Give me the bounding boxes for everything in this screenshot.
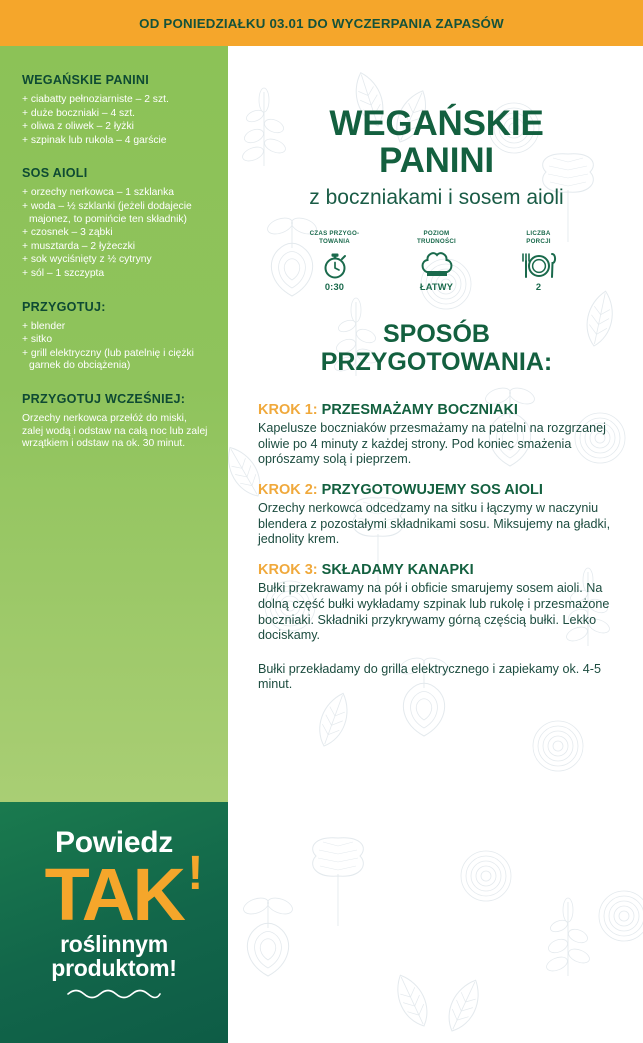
- list-item: + duże boczniaki – 4 szt.: [22, 107, 136, 119]
- howto-line2: PRZYGOTOWANIA:: [320, 347, 553, 376]
- list-item: + ciabatty pełnoziarniste – 2 szt.: [22, 94, 169, 105]
- step-head: [258, 562, 621, 579]
- ingredient-list-panini: [22, 94, 208, 147]
- chef-hat-icon: [399, 248, 475, 282]
- recipe-content: [228, 106, 643, 693]
- badge-caption: [501, 230, 577, 246]
- badge-caption-line1: CZAS PRZYGO-: [309, 229, 360, 237]
- list-item: + woda – ½ szklanki (jeżeli dodajecie majonez, to pomińcie ten składnik): [22, 200, 192, 225]
- banner-date: 03.01: [269, 15, 304, 31]
- step-body: Orzechy nerkowca odcedzamy na sitku i łączymy w naczyniu blendera z pozostałymi składnikami sosu. Miksujemy na gładki, jednolity krem.: [258, 501, 611, 547]
- step-body: Kapelusze boczniaków przesmażamy na patelni na rozgrzanej oliwie po 4 minuty z każdej strony. Pod koniec smażenia oprószamy solą i pieprzem.: [258, 421, 606, 467]
- steps-list: [244, 402, 629, 644]
- step-title: PRZESMAŻAMY BOCZNIAKI: [321, 401, 518, 418]
- badge-caption-line2: TRUDNOŚCI: [416, 237, 456, 245]
- step-title: SKŁADAMY KANAPKI: [321, 561, 474, 578]
- promo-tak-word: TAK: [44, 853, 184, 936]
- prepare-ahead-text: Orzechy nerkowca przełóż do miski, zalej wodą i odstaw na całą noc lub zalej wrzątkiem i odstaw na ok. 30 minut.: [22, 412, 208, 450]
- list-item: + orzechy nerkowca – 1 szklanka: [22, 187, 174, 199]
- banner-prefix: OD PONIEDZIAŁKU: [139, 15, 270, 31]
- banner-text: [139, 16, 504, 31]
- banner-suffix: DO WYCZERPANIA ZAPASÓW: [303, 15, 504, 31]
- list-item: + sitko: [22, 334, 53, 346]
- badge-servings: [501, 230, 577, 292]
- promo-exclamation: !: [187, 847, 204, 900]
- list-item: + szpinak lub rukola – 4 garście: [22, 134, 167, 146]
- plate-cutlery-icon: [501, 248, 577, 282]
- step-body: Bułki przekrawamy na pół i obficie smarujemy sosem aioli. Na dolną część bułki wykładamy szpinak lub rukolę i przesmażone boczniaki. Składniki przykrywamy górną częścią bułki. Lekko dociskamy.: [258, 581, 610, 643]
- step-title: PRZYGOTOWUJEMY SOS AIOLI: [321, 481, 543, 498]
- list-item: + czosnek – 3 ząbki: [22, 227, 113, 239]
- step-3: [258, 562, 621, 644]
- closing-instruction: Bułki przekładamy do grilla elektrycznego i zapiekamy ok. 4-5 minut.: [258, 661, 601, 692]
- squiggle-decoration: [0, 987, 228, 1005]
- badge-caption-line2: TOWANIA: [319, 237, 350, 245]
- howto-line1: SPOSÓB: [383, 319, 490, 348]
- badge-prep-time: [297, 230, 373, 292]
- step-head: [258, 482, 621, 499]
- ingredient-list-aioli: [22, 187, 208, 280]
- promo-line3: roślinnym produktom!: [51, 930, 177, 981]
- sidebar-heading-prepare-ahead: PRZYGOTUJ WCZEŚNIEJ:: [22, 391, 186, 406]
- page-subtitle: z boczniakami i sosem aioli: [309, 185, 564, 209]
- step-number: KROK 1:: [258, 401, 318, 418]
- stopwatch-icon: [297, 248, 373, 282]
- badge-value: 2: [535, 281, 542, 292]
- recipe-main-panel: [228, 46, 643, 1043]
- list-item: + oliwa z oliwek – 2 łyżki: [22, 121, 134, 133]
- sidebar-heading-panini: WEGAŃSKIE PANINI: [22, 73, 149, 87]
- badge-caption-line1: LICZBA: [526, 229, 551, 237]
- badge-caption: [297, 230, 373, 246]
- promo-line1: Powiedz: [55, 826, 173, 859]
- plant-based-promo-block: [0, 802, 228, 1043]
- title-line1: WEGAŃSKIE: [329, 104, 544, 143]
- step-head: [258, 402, 621, 419]
- page-title: [244, 106, 629, 180]
- ingredients-sidebar: [0, 46, 228, 802]
- step-number: KROK 2:: [258, 481, 318, 498]
- sidebar-heading-aioli: SOS AIOLI: [22, 166, 88, 181]
- badge-caption: [399, 230, 475, 246]
- list-item: + blender: [22, 320, 66, 332]
- badge-value: 0:30: [324, 281, 345, 292]
- howto-heading: [244, 320, 629, 376]
- badge-value: ŁATWY: [419, 281, 454, 292]
- list-item: + sól – 1 szczypta: [22, 267, 105, 279]
- title-line2: PANINI: [379, 140, 494, 180]
- equipment-list: [22, 321, 208, 373]
- promo-tak-wrap: [44, 847, 204, 936]
- list-item: + sok wyciśnięty z ½ cytryny: [22, 254, 152, 266]
- step-1: [258, 402, 621, 468]
- badge-caption-line2: PORCJI: [526, 237, 551, 245]
- step-number: KROK 3:: [258, 561, 318, 578]
- badge-difficulty: [399, 230, 475, 292]
- promo-period-banner: [0, 0, 643, 46]
- step-2: [258, 482, 621, 548]
- recipe-info-badges: [244, 230, 629, 292]
- list-item: + grill elektryczny (lub patelnię i ciężki garnek do obciążenia): [22, 347, 194, 372]
- sidebar-heading-equipment: PRZYGOTUJ:: [22, 299, 106, 314]
- badge-caption-line1: POZIOM: [423, 229, 450, 237]
- list-item: + musztarda – 2 łyżeczki: [22, 240, 136, 252]
